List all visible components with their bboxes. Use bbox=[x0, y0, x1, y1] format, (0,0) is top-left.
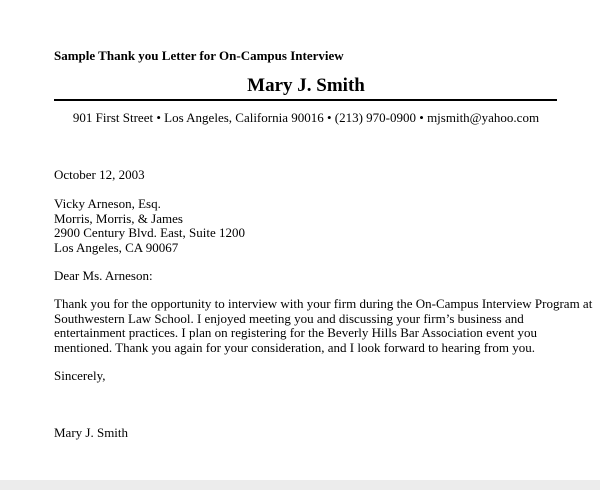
body-line: entertainment practices. I plan on registering for the Beverly Hills Bar Association event you bbox=[54, 325, 538, 340]
recipient-city: Los Angeles, CA 90067 bbox=[54, 240, 179, 255]
letter-date: October 12, 2003 bbox=[54, 167, 145, 182]
letterhead-divider bbox=[54, 99, 557, 101]
recipient-street: 2900 Century Blvd. East, Suite 1200 bbox=[54, 225, 246, 240]
letterhead-name: Mary J. Smith bbox=[247, 75, 365, 96]
letter-salutation: Dear Ms. Arneson: bbox=[54, 268, 153, 283]
body-line: Thank you for the opportunity to interview with your firm during the On-Campus Interview Program at bbox=[54, 296, 593, 311]
document-title: Sample Thank you Letter for On-Campus Interview bbox=[54, 48, 344, 63]
body-line: mentioned. Thank you again for your consideration, and I look forward to hearing from you. bbox=[54, 340, 535, 355]
recipient-firm: Morris, Morris, & James bbox=[54, 211, 183, 226]
viewer-background bbox=[0, 480, 600, 490]
body-line: Southwestern Law School. I enjoyed meeting you and discussing your firm’s business and bbox=[54, 311, 524, 326]
letter-closing: Sincerely, bbox=[54, 368, 106, 383]
recipient-name: Vicky Arneson, Esq. bbox=[54, 196, 161, 211]
letterhead-contact: 901 First Street • Los Angeles, California 90016 • (213) 970-0900 • mjsmith@yahoo.com bbox=[72, 110, 540, 125]
letter-signature: Mary J. Smith bbox=[54, 425, 129, 440]
